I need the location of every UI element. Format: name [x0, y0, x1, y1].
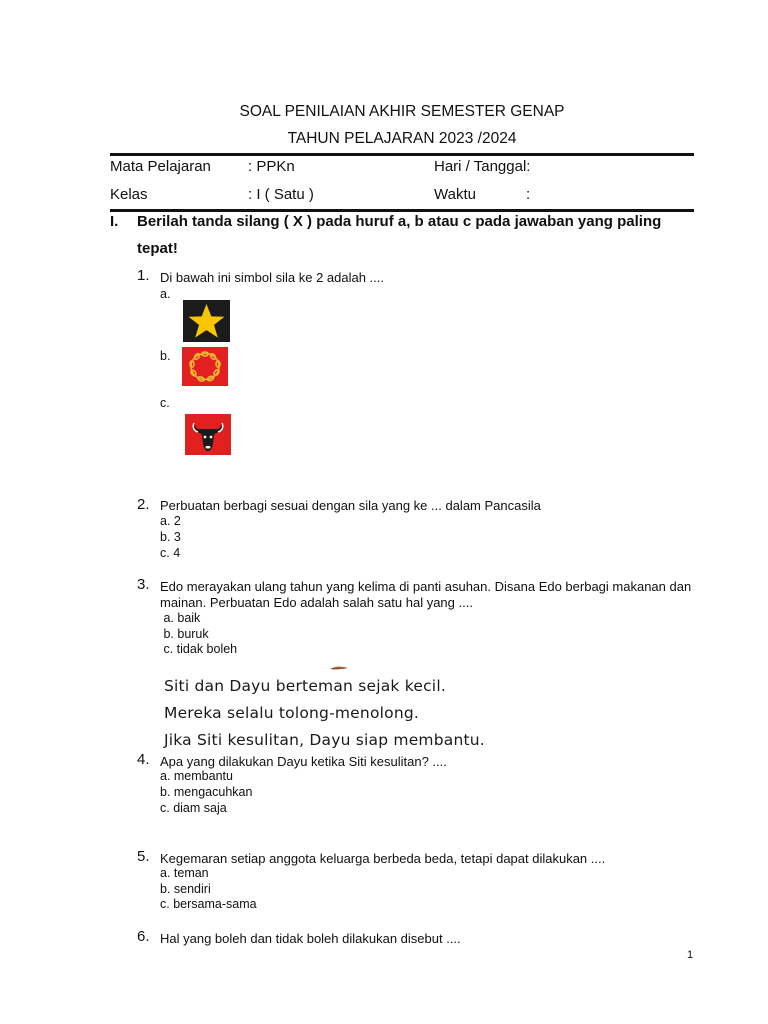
- question-1-number: 1.: [137, 267, 150, 284]
- story-line-3: Jika Siti kesulitan, Dayu siap membantu.: [164, 731, 485, 749]
- question-3-text: Edo merayakan ulang tahun yang kelima di panti asuhan. Disana Edo berbagi makanan dan: [160, 579, 692, 594]
- question-1-option-a: a.: [160, 287, 171, 301]
- question-1-text: Di bawah ini simbol sila ke 2 adalah ....: [160, 270, 385, 285]
- header-bottom-rule: [110, 209, 694, 212]
- subject-value: : PPKn: [248, 158, 295, 175]
- class-label: Kelas: [110, 186, 148, 203]
- question-3-option-b: b. buruk: [160, 627, 209, 641]
- bull-head-icon: [185, 414, 231, 455]
- story-line-2: Mereka selalu tolong-menolong.: [164, 704, 420, 722]
- header-top-rule: [110, 153, 694, 156]
- question-3-text-cont: mainan. Perbuatan Edo adalah salah satu hal yang ....: [160, 595, 473, 610]
- time-label: Waktu: [434, 186, 476, 203]
- question-3-number: 3.: [137, 576, 150, 593]
- question-1-option-c: c.: [160, 396, 170, 410]
- page-number: 1: [687, 949, 694, 961]
- section-numeral: I.: [110, 213, 119, 230]
- question-2-option-a: a. 2: [160, 514, 181, 528]
- question-4-option-b: b. mengacuhkan: [160, 785, 253, 799]
- question-4-option-a: a. membantu: [160, 769, 233, 783]
- story-line-1: Siti dan Dayu berteman sejak kecil.: [164, 677, 446, 695]
- subject-label: Mata Pelajaran: [110, 158, 211, 175]
- section-instruction: Berilah tanda silang ( X ) pada huruf a, b atau c pada jawaban yang paling: [137, 213, 662, 230]
- question-3-option-a: a. baik: [160, 611, 201, 625]
- question-2-text: Perbuatan berbagi sesuai dengan sila yang ke ... dalam Pancasila: [160, 498, 541, 513]
- exam-title: SOAL PENILAIAN AKHIR SEMESTER GENAP: [239, 103, 565, 120]
- question-2-option-c: c. 4: [160, 546, 181, 560]
- question-6-text: Hal yang boleh dan tidak boleh dilakukan disebut ....: [160, 931, 461, 946]
- star-icon: [183, 300, 230, 342]
- question-5-number: 5.: [137, 848, 150, 865]
- question-4-text: Apa yang dilakukan Dayu ketika Siti kesulitan? ....: [160, 754, 447, 769]
- question-1-option-b: b.: [160, 349, 171, 363]
- exam-year: TAHUN PELAJARAN 2023 /2024: [287, 130, 517, 147]
- question-3-option-c: c. tidak boleh: [160, 642, 238, 656]
- question-5-text: Kegemaran setiap anggota keluarga berbeda beda, tetapi dapat dilakukan ....: [160, 851, 606, 866]
- time-colon: :: [526, 186, 531, 203]
- question-4-number: 4.: [137, 751, 150, 768]
- date-label: Hari / Tanggal:: [434, 158, 531, 175]
- question-6-number: 6.: [137, 928, 150, 945]
- question-4-option-c: c. diam saja: [160, 801, 227, 815]
- decorative-mark-icon: [329, 660, 349, 668]
- section-instruction-cont: tepat!: [137, 240, 178, 257]
- question-5-option-b: b. sendiri: [160, 882, 211, 896]
- question-5-option-a: a. teman: [160, 866, 209, 880]
- question-2-option-b: b. 3: [160, 530, 181, 544]
- question-5-option-c: c. bersama-sama: [160, 897, 257, 911]
- question-2-number: 2.: [137, 496, 150, 513]
- class-value: : I ( Satu ): [248, 186, 314, 203]
- chain-icon: [182, 347, 228, 386]
